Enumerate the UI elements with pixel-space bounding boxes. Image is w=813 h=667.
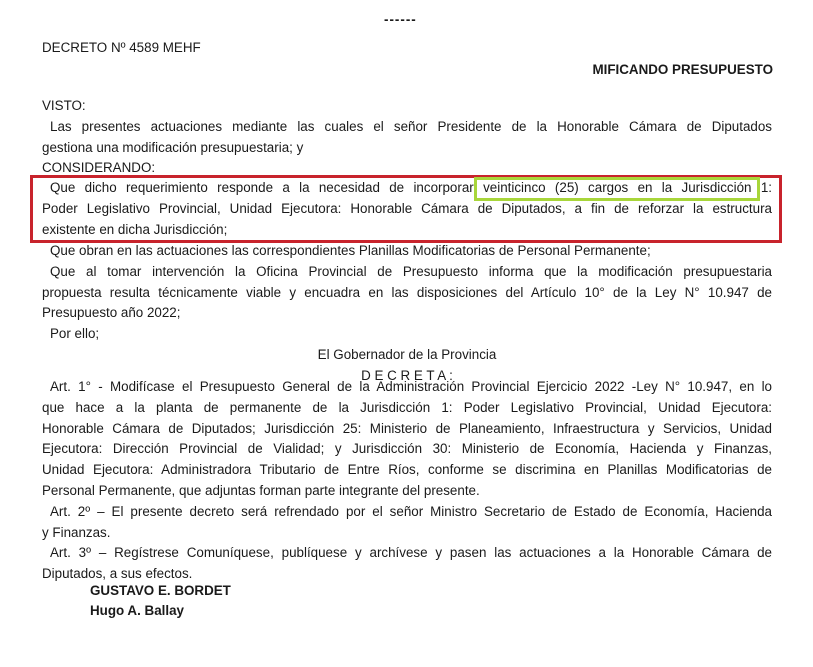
considerando-line: Poder Legislativo Provincial, Unidad Ejecutora: Honorable Cámara de Diputados, a fin de reforzar la estructura (42, 200, 772, 216)
considerando-line: Presupuesto año 2022; (42, 305, 181, 321)
por-ello: Por ello; (50, 326, 100, 342)
considerando-paragraph-rest (42, 241, 772, 387)
articles-section (42, 377, 772, 585)
visto-section (42, 96, 772, 179)
decreta-heading: D E C R E T A : (361, 367, 453, 383)
considerando-paragraph-1 (42, 178, 772, 240)
governor-line: El Gobernador de la Provincia (317, 346, 497, 362)
signature-minister: Hugo A. Ballay (90, 603, 184, 618)
visto-line: gestiona una modificación presupuestaria; y (42, 139, 304, 155)
considerando-heading: CONSIDERANDO: (42, 160, 156, 176)
signature-governor: GUSTAVO E. BORDET (90, 583, 231, 598)
visto-line: Las presentes actuaciones mediante las cuales el señor Presidente de la Honorable Cámara de Diputados (50, 118, 772, 134)
article-2-line: Art. 2º – El presente decreto será refrendado por el señor Ministro Secretario de Estado de Economía, Hacienda (50, 503, 772, 519)
article-1-line: Unidad Ejecutora: Administradora Tributario de Entre Ríos, conforme se discrimina en Planillas Modificatorias de (42, 462, 772, 478)
article-2-line: y Finanzas. (42, 524, 111, 540)
visto-heading: VISTO: (42, 98, 86, 113)
article-1-line: Personal Permanente, que adjuntas forman parte integrante del presente. (42, 482, 480, 498)
considerando-line: Que al tomar intervención la Oficina Provincial de Presupuesto informa que la modificación presupuestaria (50, 263, 772, 279)
considerando-line: propuesta resulta técnicamente viable y encuadra en las disposiciones del Artículo 10° de la Ley N° 10.947 de (42, 284, 772, 300)
considerando-line: existente en dicha Jurisdicción; (42, 221, 228, 237)
article-1-line: Art. 1° - Modifícase el Presupuesto General de la Administración Provincial Ejercicio 2022 -Ley N° 10.947, en lo (50, 379, 772, 394)
considerando-line: Que dicho requerimiento responde a la necesidad de incorporar veinticinco (25) cargos en la Jurisdicción 1: (50, 180, 772, 195)
considerando-line: Que obran en las actuaciones las correspondientes Planillas Modificatorias de Personal Permanente; (50, 243, 651, 258)
header-dashes: ------ (384, 12, 417, 27)
article-3-line: Art. 3º – Regístrese Comuníquese, publíquese y archívese y pasen las actuaciones a la Honorable Cámara de (50, 545, 772, 561)
article-1-line: que hace a la planta de permanente de la Jurisdicción 1: Poder Legislativo Provincial, Unidad Ejecutora: (42, 399, 772, 415)
decree-subject: MIFICANDO PRESUPUESTO (592, 62, 773, 77)
decree-number: DECRETO Nº 4589 MEHF (42, 40, 201, 55)
article-1-line: Ejecutora: Dirección Provincial de Vialidad; y Jurisdicción 30: Ministerio de Economía, Hacienda y Finanzas, (42, 441, 772, 457)
article-1-line: Honorable Cámara de Diputados; Jurisdicción 25: Ministerio de Planeamiento, Infraestructura y Servicios, Unidad (42, 420, 772, 436)
article-3-line: Diputados, a sus efectos. (42, 566, 193, 582)
